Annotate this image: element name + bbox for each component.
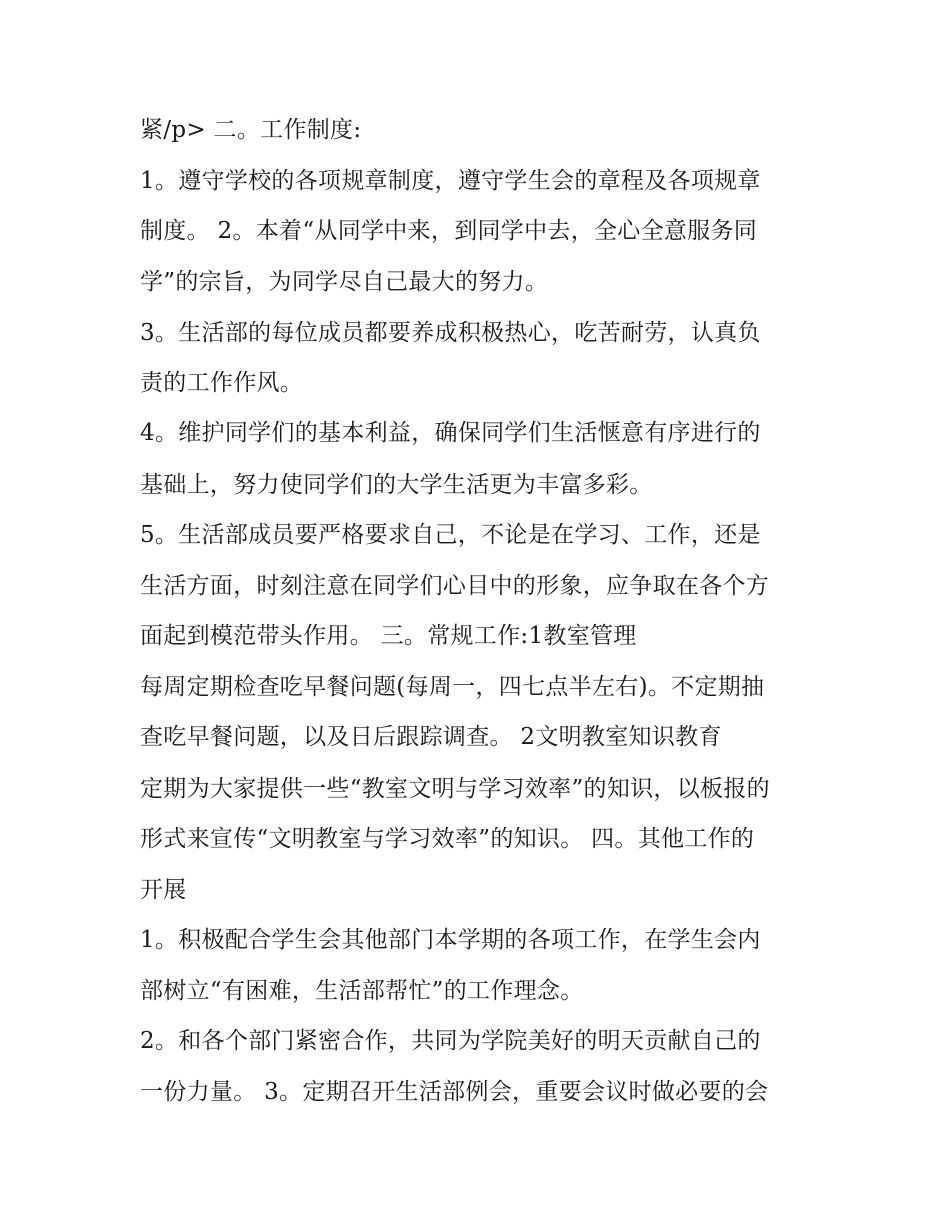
text-line: 每周定期检查吃早餐问题(每周一，四七点半左右)。不定期抽 [140, 674, 765, 700]
text-line: 5。生活部成员要严格要求自己，不论是在学习、工作，还是 [140, 522, 761, 548]
text-line: 学”的宗旨，为同学尽自己最大的努力。 [140, 269, 549, 295]
text-line: 开展 [140, 877, 187, 903]
text-line: 紧/p> 二。工作制度: [140, 117, 362, 143]
text-line: 1。遵守学校的各项规章制度，遵守学生会的章程及各项规章 [140, 168, 761, 194]
text-line: 基础上，努力使同学们的大学生活更为丰富多彩。 [140, 472, 653, 498]
text-line: 部树立“有困难，生活部帮忙”的工作理念。 [140, 978, 584, 1004]
text-line: 2。和各个部门紧密合作，共同为学院美好的明天贡献自己的 [140, 1028, 761, 1054]
text-line: 1。积极配合学生会其他部门本学期的各项工作，在学生会内 [140, 927, 761, 953]
text-line: 面起到模范带头作用。 三。常规工作:1教室管理 [140, 623, 637, 649]
text-line: 查吃早餐问题，以及日后跟踪调查。 2文明教室知识教育 [140, 724, 722, 750]
text-line: 定期为大家提供一些“教室文明与学习效率”的知识，以板报的 [140, 776, 770, 802]
text-line: 制度。 2。本着“从同学中来，到同学中去，全心全意服务同 [140, 218, 758, 244]
text-line: 责的工作作风。 [140, 370, 304, 396]
text-line: 一份力量。 3。定期召开生活部例会，重要会议时做必要的会 [140, 1079, 769, 1105]
text-line: 生活方面，时刻注意在同学们心目中的形象，应争取在各个方 [140, 573, 770, 599]
text-line: 4。维护同学们的基本利益，确保同学们生活惬意有序进行的 [140, 420, 761, 446]
text-line: 形式来宣传“文明教室与学习效率”的知识。 四。其他工作的 [140, 826, 755, 852]
text-line: 3。生活部的每位成员都要养成积极热心，吃苦耐劳，认真负 [140, 320, 761, 346]
